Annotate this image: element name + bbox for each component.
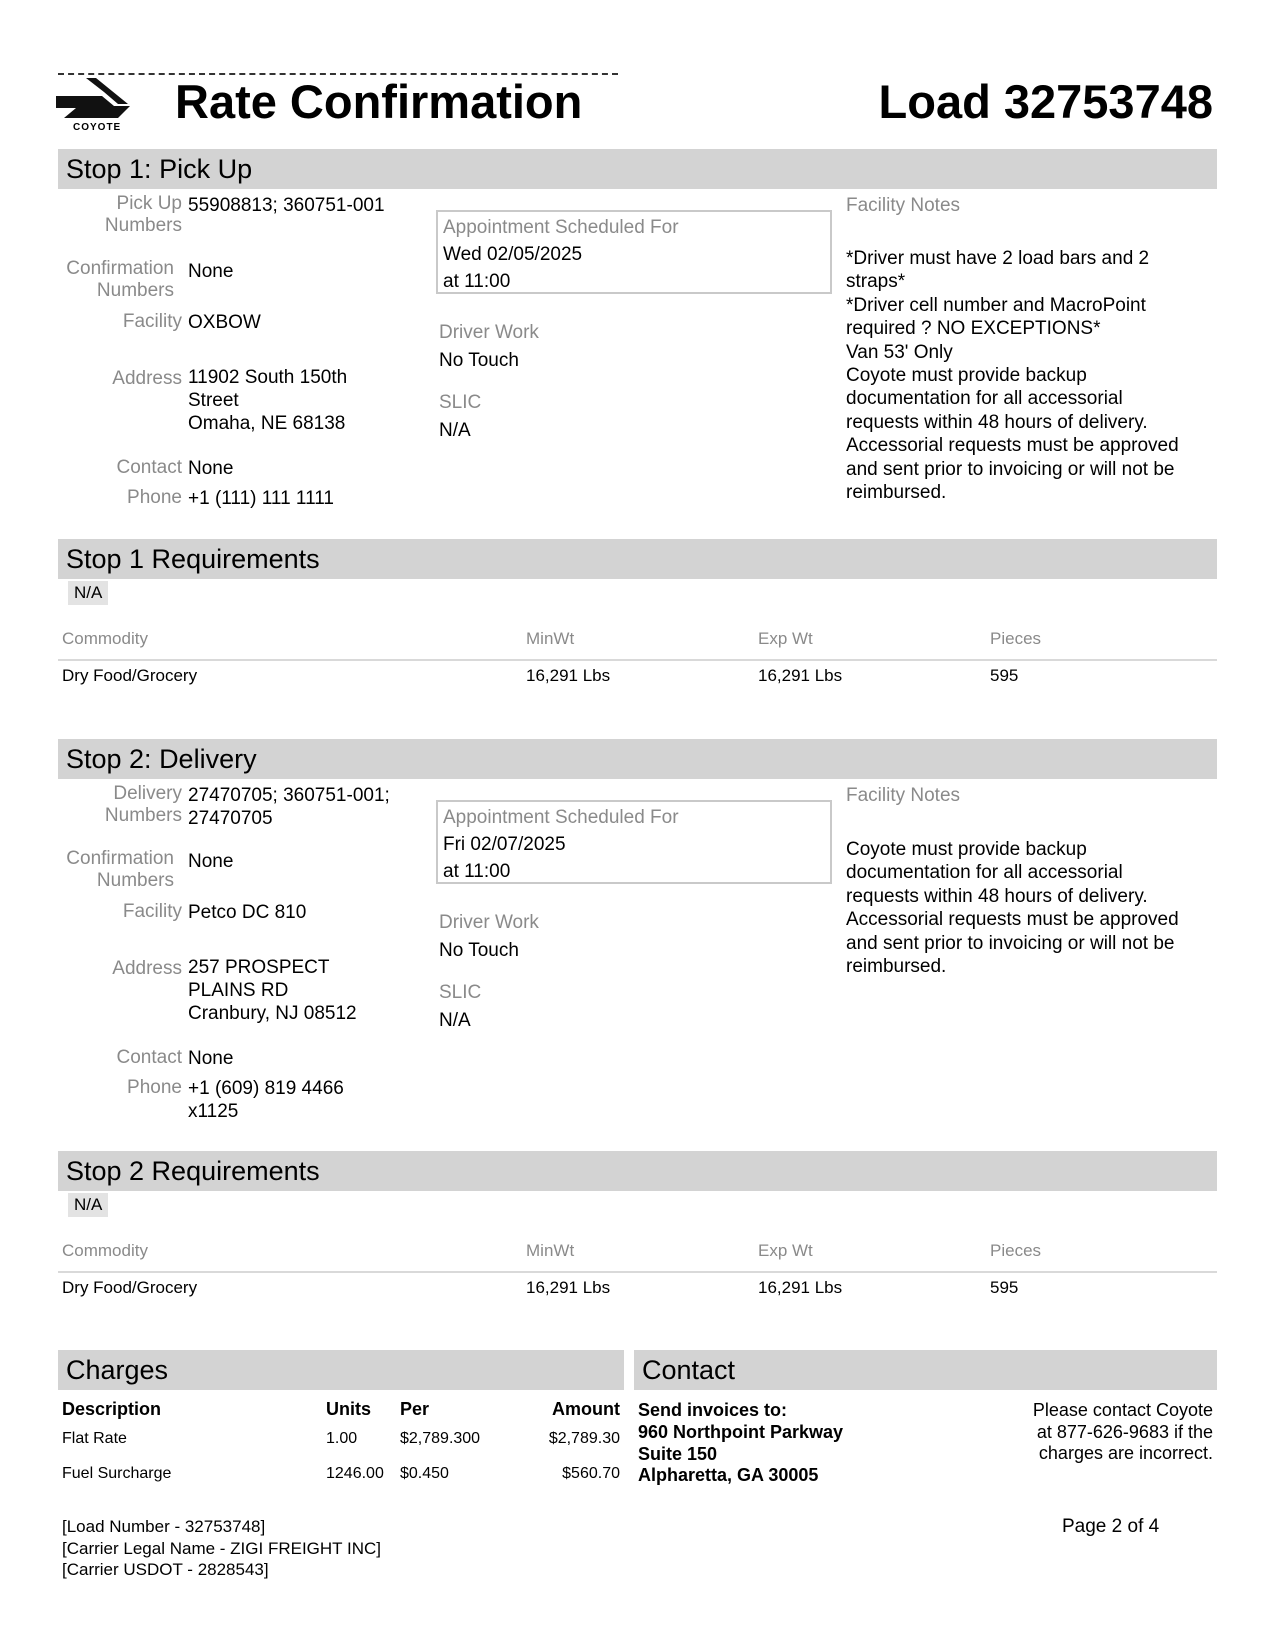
stop2-req-heading-bar <box>58 1151 1217 1191</box>
stop1-req-heading-bar <box>58 539 1217 579</box>
stop2-slic: N/A <box>439 1010 471 1031</box>
stop1-appointment-box <box>436 210 832 294</box>
coyote-logo-icon <box>56 76 136 120</box>
charge-desc: Flat Rate <box>62 1430 127 1447</box>
stop2-facility: Petco DC 810 <box>188 902 307 923</box>
footer-load-number: [Load Number - 32753748] <box>62 1517 266 1536</box>
stop1-driver-work: No Touch <box>439 350 519 371</box>
stop2-numbers: 27470705; 360751-001; 27470705 <box>188 785 390 829</box>
logo-text: COYOTE <box>73 122 122 133</box>
charge-amount: $2,789.30 <box>548 1430 620 1447</box>
stop1-req-heading: Stop 1 Requirements <box>66 544 320 574</box>
stop2-driver-work: No Touch <box>439 940 519 961</box>
stop2-col-commodity: Commodity <box>62 1241 148 1260</box>
stop1-address-label: Address <box>112 368 182 389</box>
stop2-appointment-time: at 11:00 <box>443 861 511 882</box>
charges-col-description: Description <box>62 1399 162 1419</box>
stop2-appointment-date: Fri 02/07/2025 <box>443 834 566 855</box>
charge-amount: $560.70 <box>562 1465 620 1482</box>
coyote-logo <box>56 76 136 134</box>
stop1-col-minwt: MinWt <box>526 629 575 648</box>
stop2-heading-bar <box>58 739 1217 779</box>
stop2-appointment-box <box>436 800 832 884</box>
stop1-numbers-label: Pick Up Numbers <box>104 193 182 236</box>
stop2-facility-notes: Coyote must provide backup documentation for all accessorial requests within 48 hours of delivery. Accessorial requests must be approved and sent prior to invoicing or will not be reimbursed. <box>846 839 1179 978</box>
stop2-req-rule <box>58 1271 1217 1273</box>
stop2-confirmation-label: Confirmation Numbers <box>66 848 174 891</box>
stop2-facility-notes-label: Facility Notes <box>846 785 961 806</box>
stop2-heading: Stop 2: Delivery <box>66 744 257 774</box>
stop1-req-rule <box>58 659 1217 661</box>
stop2-contact: None <box>188 1048 234 1069</box>
footer-carrier-usdot: [Carrier USDOT - 2828543] <box>62 1560 269 1579</box>
stop1-appointment-date: Wed 02/05/2025 <box>443 244 583 265</box>
stop1-slic: N/A <box>439 420 471 441</box>
stop1-phone: +1 (111) 111 1111 <box>188 488 334 509</box>
charges-heading-bar <box>58 1350 624 1390</box>
stop1-contact: None <box>188 458 234 479</box>
stop2-col-minwt: MinWt <box>526 1241 575 1260</box>
stop1-commodity: Dry Food/Grocery <box>62 666 198 685</box>
stop1-slic-label: SLIC <box>439 392 482 413</box>
charge-desc: Fuel Surcharge <box>62 1465 172 1482</box>
page-number: Page 2 of 4 <box>1062 1516 1160 1537</box>
stop1-phone-label: Phone <box>127 487 182 508</box>
stop1-address: 11902 South 150th Street Omaha, NE 68138 <box>188 367 348 434</box>
contact-heading: Contact <box>642 1355 736 1385</box>
load-number-title: Load 32753748 <box>878 75 1213 128</box>
charge-units: 1.00 <box>326 1430 358 1447</box>
stop1-facility: OXBOW <box>188 312 261 333</box>
stop2-contact-label: Contact <box>116 1047 182 1068</box>
stop1-req-badge: N/A <box>68 581 108 605</box>
contact-note: Please contact Coyote at 877-626-9683 if the charges are incorrect. <box>1032 1400 1213 1463</box>
stop1-facility-notes-label: Facility Notes <box>846 195 961 216</box>
stop2-address: 257 PROSPECT PLAINS RD Cranbury, NJ 08512 <box>188 957 357 1024</box>
stop1-facility-notes: *Driver must have 2 load bars and 2 straps* *Driver cell number and MacroPoint required ? NO EXCEPTIONS* Van 53' Only Coyote must provide backup documentation for all accessorial requests within 48 hours of delivery. Accessorial requests must be approved and sent prior to invoicing or will not be reimbursed. <box>846 248 1179 504</box>
stop1-facility-label: Facility <box>122 311 182 332</box>
stop2-facility-label: Facility <box>122 901 182 922</box>
charge-per: $2,789.300 <box>400 1430 481 1447</box>
stop1-driver-work-label: Driver Work <box>439 322 539 343</box>
stop1-expwt: 16,291 Lbs <box>758 666 843 685</box>
stop2-pieces: 595 <box>990 1278 1019 1297</box>
stop2-expwt: 16,291 Lbs <box>758 1278 843 1297</box>
charges-col-amount: Amount <box>552 1399 620 1419</box>
contact-heading-bar <box>634 1350 1217 1390</box>
stop2-phone: +1 (609) 819 4466 x1125 <box>188 1078 344 1122</box>
charge-per: $0.450 <box>400 1465 449 1482</box>
stop2-minwt: 16,291 Lbs <box>526 1278 611 1297</box>
page-title: Rate Confirmation <box>175 75 583 128</box>
stop2-confirmation: None <box>188 851 234 872</box>
stop1-heading-bar <box>58 149 1217 189</box>
footer-carrier-name: [Carrier Legal Name - ZIGI FREIGHT INC] <box>62 1538 381 1558</box>
stop1-col-commodity: Commodity <box>62 629 148 648</box>
stop1-contact-label: Contact <box>116 457 182 478</box>
charge-units: 1246.00 <box>326 1465 384 1482</box>
stop2-col-expwt: Exp Wt <box>758 1241 813 1260</box>
stop2-req-heading: Stop 2 Requirements <box>66 1156 320 1186</box>
stop1-heading: Stop 1: Pick Up <box>66 154 253 184</box>
invoice-label: Send invoices to: <box>638 1400 788 1420</box>
stop2-appointment-title: Appointment Scheduled For <box>443 807 679 828</box>
stop1-col-expwt: Exp Wt <box>758 629 813 648</box>
charges-heading: Charges <box>66 1355 169 1385</box>
charges-col-per: Per <box>400 1399 430 1419</box>
stop2-req-badge: N/A <box>68 1193 108 1217</box>
stop2-commodity: Dry Food/Grocery <box>62 1278 198 1297</box>
stop2-driver-work-label: Driver Work <box>439 912 539 933</box>
stop1-appointment-time: at 11:00 <box>443 271 511 292</box>
stop1-pieces: 595 <box>990 666 1019 685</box>
stop2-col-pieces: Pieces <box>990 1241 1042 1260</box>
stop1-appointment-title: Appointment Scheduled For <box>443 217 679 238</box>
stop2-phone-label: Phone <box>127 1077 182 1098</box>
invoice-address: 960 Northpoint Parkway Suite 150 Alpharetta, GA 30005 <box>638 1422 844 1485</box>
stop1-numbers: 55908813; 360751-001 <box>188 195 385 216</box>
charges-col-units: Units <box>326 1399 371 1419</box>
stop1-col-pieces: Pieces <box>990 629 1042 648</box>
stop1-minwt: 16,291 Lbs <box>526 666 611 685</box>
stop2-numbers-label: Delivery Numbers <box>104 783 182 826</box>
stop1-confirmation: None <box>188 261 234 282</box>
stop2-slic-label: SLIC <box>439 982 482 1003</box>
stop2-address-label: Address <box>112 958 182 979</box>
stop1-confirmation-label: Confirmation Numbers <box>66 258 174 301</box>
footer-meta <box>62 1516 381 1581</box>
